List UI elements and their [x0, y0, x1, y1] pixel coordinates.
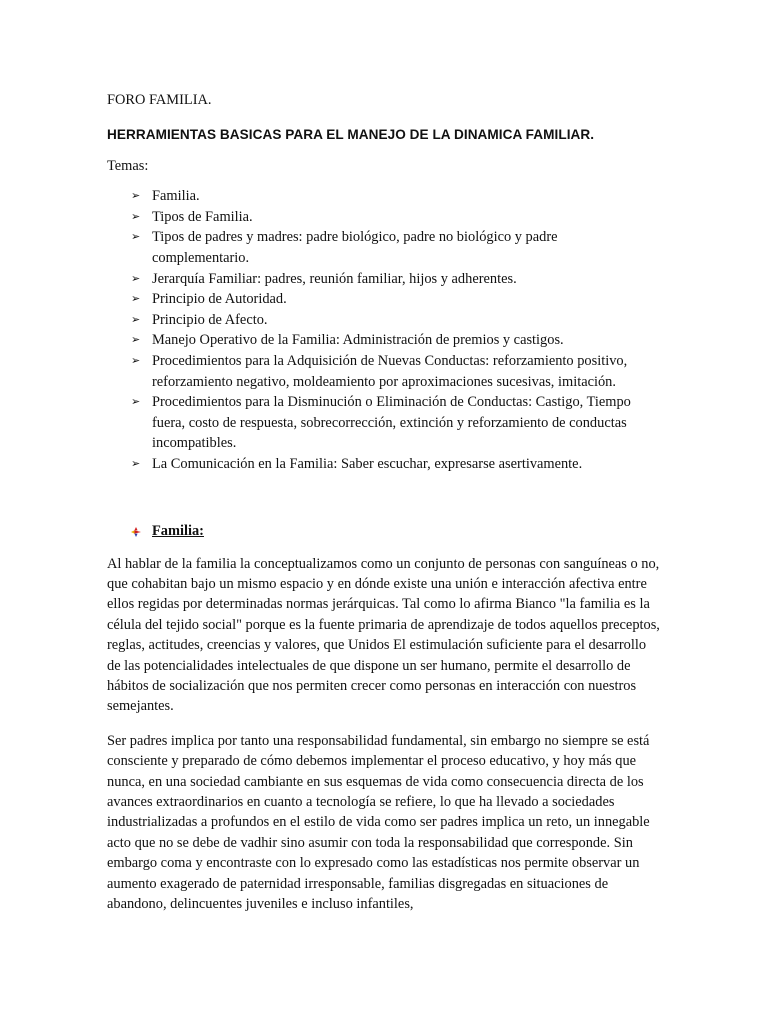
- document-title: HERRAMIENTAS BASICAS PARA EL MANEJO DE LA DINAMICA FAMILIAR.: [107, 126, 595, 142]
- document-label: FORO FAMILIA.: [107, 92, 212, 108]
- topic-text: La Comunicación en la Familia: Saber escuchar, expresarse asertivamente.: [152, 455, 583, 472]
- topic-item: [107, 454, 663, 475]
- arrowhead-bullet-icon: ➢: [131, 271, 141, 285]
- section-title: Familia:: [152, 522, 204, 539]
- document-page: [107, 90, 663, 914]
- colored-arrow-bullet-icon: [131, 527, 141, 537]
- topic-text: Principio de Afecto.: [152, 311, 268, 328]
- body-paragraph: Al hablar de la familia la conceptualizamos como un conjunto de personas con sanguíneas o no, que cohabitan bajo un mismo espacio y en dónde existe una unión e interacción afectiva entre ellos regidas por determinadas normas jerárquicas. Tal como lo afirma Bianco "la familia es la célula del tejido social" porque es la fuente primaria de aprendizaje de todos aquellos preceptos, reglas, actitudes, creencias y valores, que Unidos El estimulación suficiente para el desarrollo de las potencialidades intelectuales de que dispone un ser humano, permite el desarrollo de hábitos de socialización que nos permiten crecer como personas en interacción con nuestros semejantes.: [107, 555, 660, 715]
- topic-item: [107, 330, 663, 351]
- arrowhead-bullet-icon: ➢: [131, 312, 141, 326]
- arrowhead-bullet-icon: ➢: [131, 395, 141, 409]
- topic-text: Tipos de Familia.: [152, 208, 253, 225]
- arrowhead-bullet-icon: ➢: [131, 209, 141, 223]
- topics-list: [107, 186, 663, 474]
- arrowhead-bullet-icon: ➢: [131, 189, 141, 203]
- topic-text: Jerarquía Familiar: padres, reunión familiar, hijos y adherentes.: [152, 270, 517, 287]
- topic-item: [107, 227, 663, 268]
- arrowhead-bullet-icon: ➢: [131, 353, 141, 367]
- topic-text: Familia.: [152, 188, 200, 205]
- topic-text: Principio de Autoridad.: [152, 291, 287, 308]
- topics-label: Temas:: [107, 157, 149, 174]
- topic-text: Procedimientos para la Adquisición de Nuevas Conductas: reforzamiento positivo, reforzamiento negativo, moldeamiento por aproximaciones sucesivas, imitación.: [152, 352, 628, 390]
- topic-item: [107, 186, 663, 207]
- topic-item: [107, 269, 663, 290]
- topic-item: [107, 392, 663, 454]
- section-heading: [107, 521, 663, 542]
- topic-item: [107, 310, 663, 331]
- topic-text: Tipos de padres y madres: padre biológico, padre no biológico y padre complementario.: [152, 229, 558, 266]
- topic-item: [107, 289, 663, 310]
- arrowhead-bullet-icon: ➢: [131, 333, 141, 347]
- arrowhead-bullet-icon: ➢: [131, 292, 141, 306]
- arrowhead-bullet-icon: ➢: [131, 230, 141, 244]
- arrowhead-bullet-icon: ➢: [131, 456, 141, 470]
- topic-text: Manejo Operativo de la Familia: Administración de premios y castigos.: [152, 332, 564, 349]
- topic-item: [107, 351, 663, 392]
- topic-text: Procedimientos para la Disminución o Eliminación de Conductas: Castigo, Tiempo fuera, costo de respuesta, sobrecorrección, extinción y reforzamiento de conductas incompatibles.: [152, 394, 631, 452]
- topic-item: [107, 207, 663, 228]
- body-paragraph: Ser padres implica por tanto una responsabilidad fundamental, sin embargo no siempre se está consciente y preparado de cómo debemos implementar el proceso educativo, y hoy más que nunca, en una sociedad cambiante en sus esquemas de vida como consecuencia directa de los avances extraordinarios en cuanto a tecnología se refiere, lo que ha llevado a sociedades industrializadas a profundos en el estilo de vida como ser padres implica un reto, un innegable acto que no se debe de vadhir sino asumir con toda la responsabilidad que corresponde. Sin embargo coma y encontraste con lo expresado como las estadísticas nos permite observar un aumento exagerado de paternidad irresponsable, familias disgregadas en situaciones de abandono, delincuentes juveniles e incluso infantiles,: [107, 732, 650, 912]
